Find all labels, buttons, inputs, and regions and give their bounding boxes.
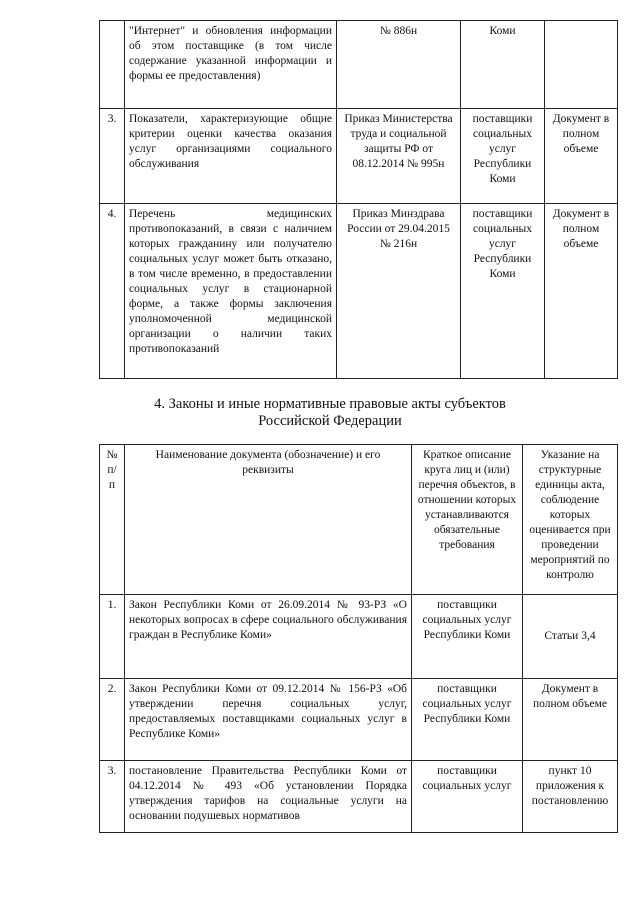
row-number: 2. [100,679,125,761]
document-name: Перечень медицинских противопоказаний, в связи с наличием которых гражданину или получателю социальных услуг может быть отказано, в том числе временно, в предоставлении социальных услуг в стационарной форме, а также формы заключения уполномоченной медицинской организации о наличии таких противопоказаний [125,204,337,379]
document-name: Показатели, характеризующие общие критерии оценки качества оказания услуг организациями социального обслуживания [125,109,337,204]
subjects-description: поставщики социальных услуг Республики Коми [412,595,523,679]
table-row [100,21,618,109]
act-reference: Приказ Минздрава России от 29.04.2015 № 216н [337,204,461,379]
document-name: Закон Республики Коми от 26.09.2014 № 93-РЗ «О некоторых вопросах в сфере социального обслуживания граждан в Республике Коми» [125,595,412,679]
table-row [100,109,618,204]
table-row [100,595,618,679]
document-name: Закон Республики Коми от 09.12.2014 № 156-РЗ «Об утверждении перечня социальных услуг, предоставляемых поставщиками социальных услуг в Республике Коми» [125,679,412,761]
table-row [100,204,618,379]
document-name: постановление Правительства Республики Коми от 04.12.2014 № 493 «Об установлении Порядка утверждения тарифов на социальные услуги на основании подушевых нормативов [125,761,412,833]
section-heading-line1: 4. Законы и иные нормативные правовые акты субъектов [154,396,506,412]
row-number: 3. [100,109,125,204]
row-number: 4. [100,204,125,379]
structural-units: Документ в полном объеме [545,109,618,204]
row-number: 1. [100,595,125,679]
structural-units: пункт 10 приложения к постановлению [523,761,618,833]
table-row [100,679,618,761]
header-number: № п/ п [100,445,125,595]
structural-units [545,21,618,109]
row-number [100,21,125,109]
structural-units: Документ в полном объеме [545,204,618,379]
act-reference: Приказ Министерства труда и социальной защиты РФ от 08.12.2014 № 995н [337,109,461,204]
subjects-description: поставщики социальных услуг Республики Коми [412,679,523,761]
document-name: "Интернет" и обновления информации об этом поставщике (в том числе содержание указанной информации и формы ее предоставления) [125,21,337,109]
legal-acts-table-regional [99,444,618,833]
structural-units: Статьи 3,4 [523,595,618,679]
subjects-description: поставщики социальных услуг Республики Коми [461,109,545,204]
subjects-description: Коми [461,21,545,109]
table-header-row [100,445,618,595]
table-row [100,761,618,833]
structural-units: Документ в полном объеме [523,679,618,761]
section-heading [70,396,590,430]
header-document-name: Наименование документа (обозначение) и его реквизиты [125,445,412,595]
act-reference: № 886н [337,21,461,109]
subjects-description: поставщики социальных услуг Республики Коми [461,204,545,379]
subjects-description: поставщики социальных услуг [412,761,523,833]
row-number: 3. [100,761,125,833]
section-heading-line2: Российской Федерации [258,413,402,429]
header-subjects: Краткое описание круга лиц и (или) перечня объектов, в отношении которых устанавливаются обязательные требования [412,445,523,595]
legal-acts-table-federal [99,20,618,379]
header-structural-units: Указание на структурные единицы акта, соблюдение которых оценивается при проведении мероприятий по контролю [523,445,618,595]
